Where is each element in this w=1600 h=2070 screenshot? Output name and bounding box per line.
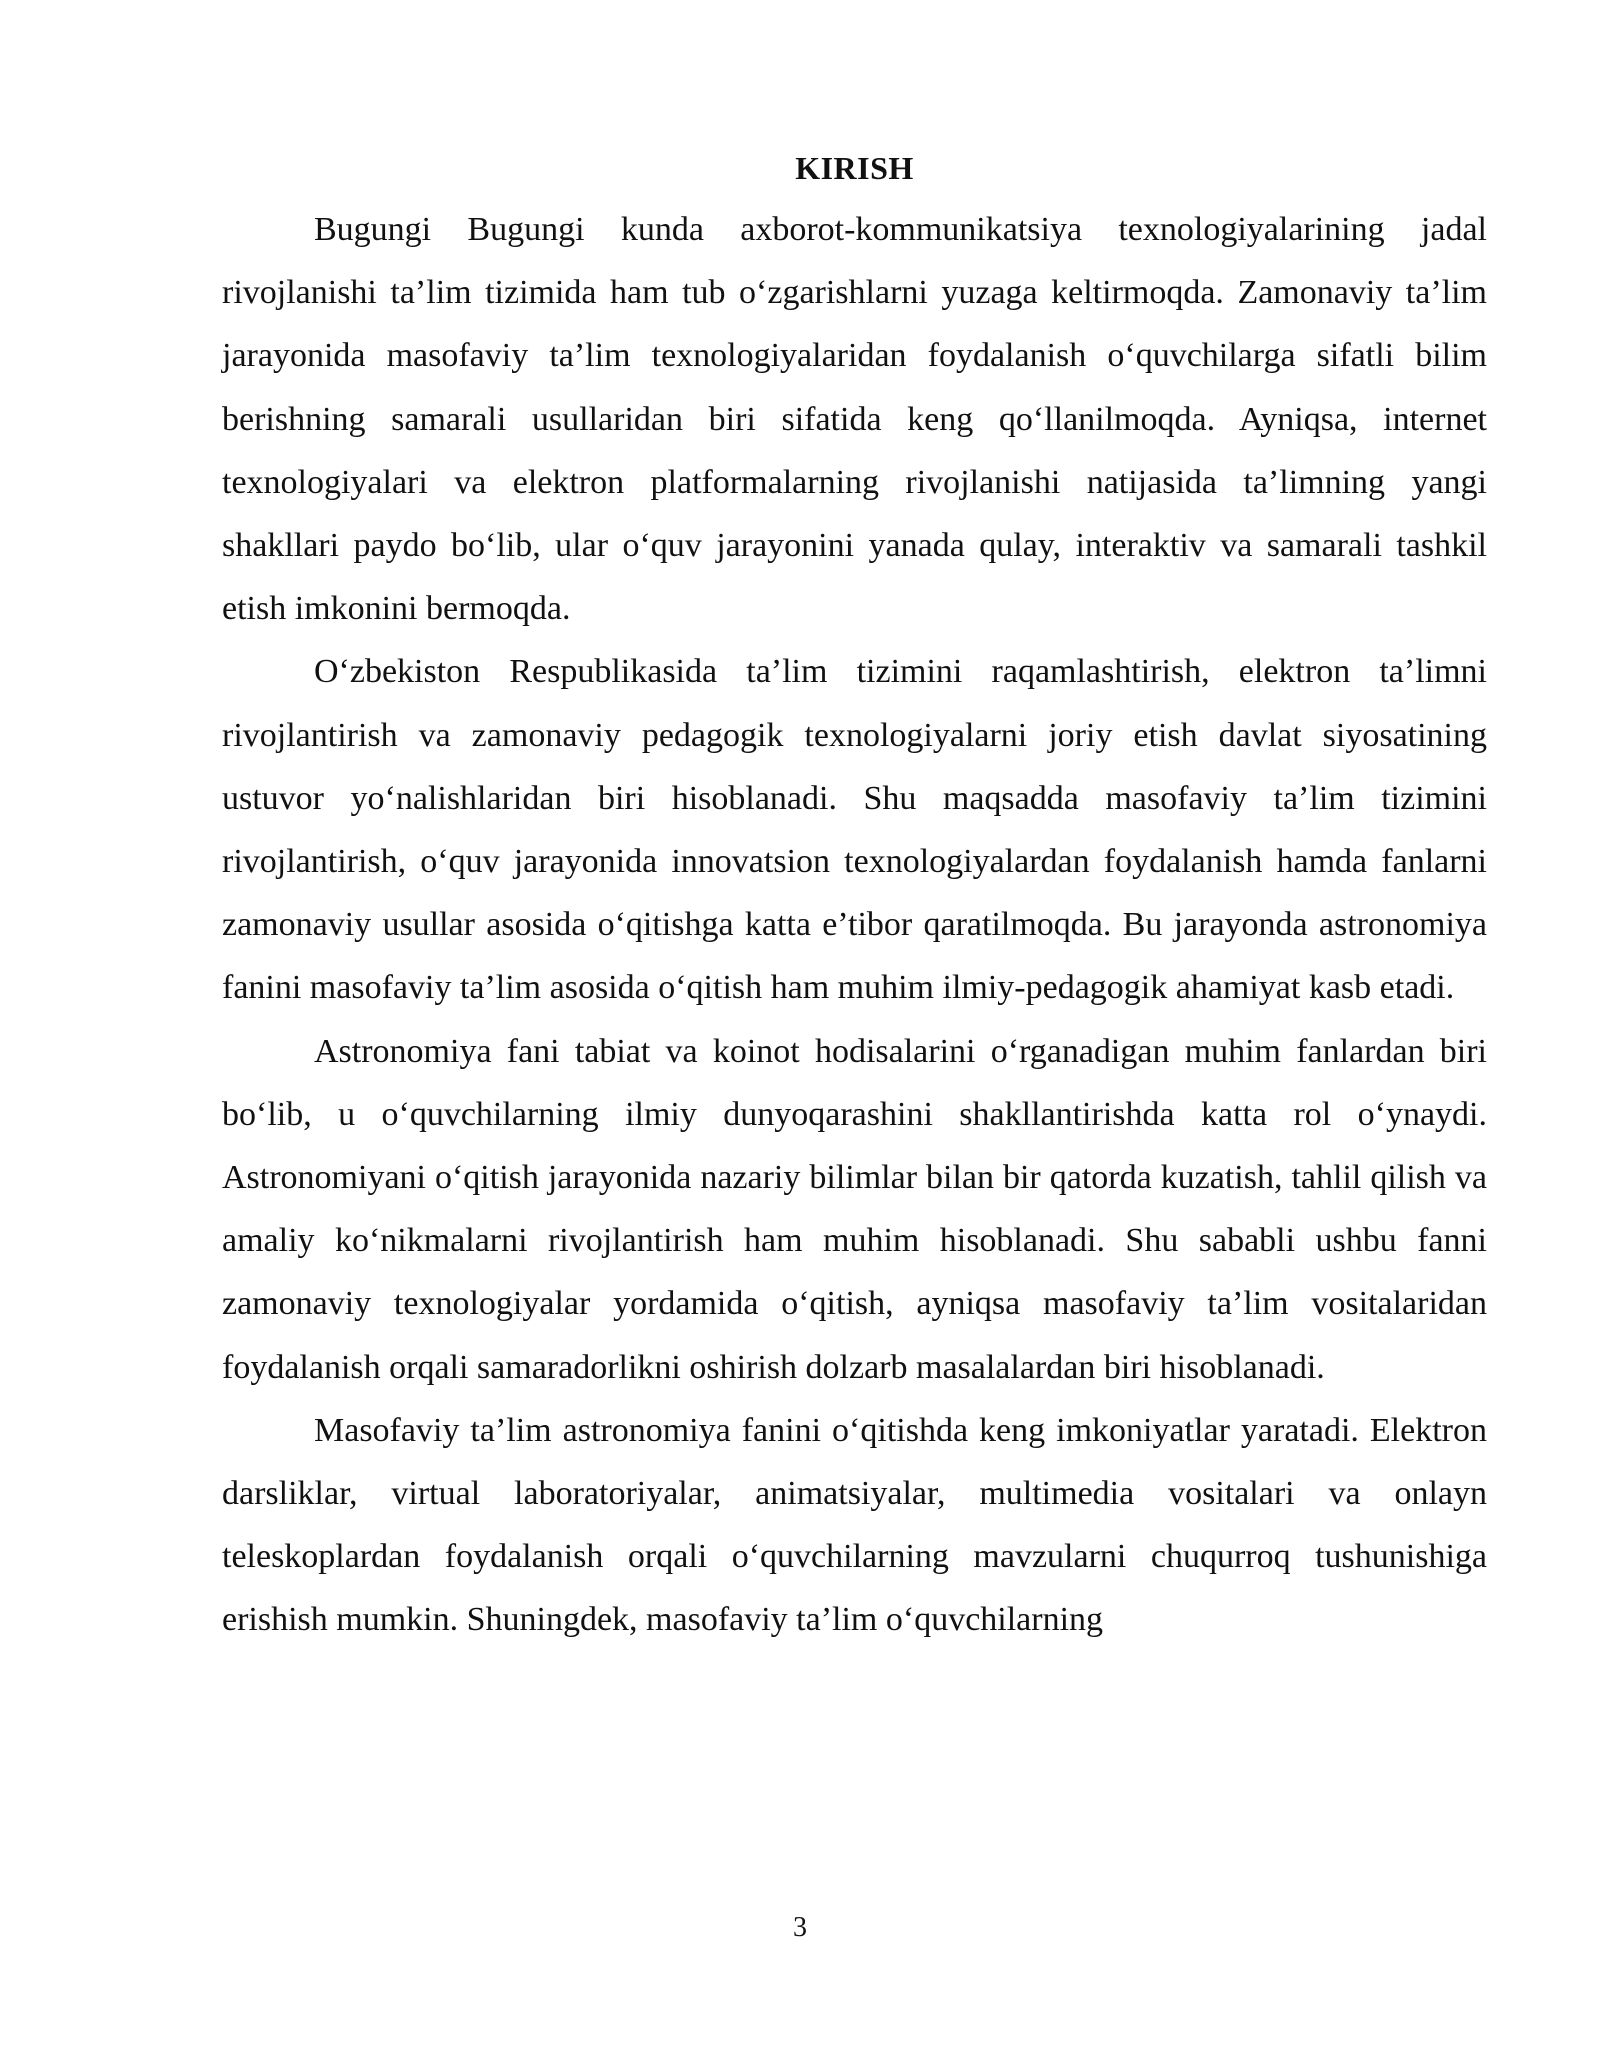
page-content [222, 142, 1487, 1652]
paragraph-4: Masofaviy ta’lim astronomiya fanini o‘qitishda keng imkoniyatlar yaratadi. Elektron darsliklar, virtual laboratoriyalar, animatsiyalar, multimedia vositalari va onlayn teleskoplardan foydalanish orqali o‘quvchilarning mavzularni chuqurroq tushunishiga erishish mumkin. Shuningdek, masofaviy ta’lim o‘quvchilarning [222, 1411, 1487, 1639]
paragraph-2: O‘zbekiston Respublikasida ta’lim tizimini raqamlashtirish, elektron ta’limni rivojlantirish va zamonaviy pedagogik texnologiyalarni joriy etish davlat siyosatining ustuvor yo‘nalishlaridan biri hisoblanadi. Shu maqsadda masofaviy ta’lim tizimini rivojlantirish, o‘quv jarayonida innovatsion texnologiyalardan foydalanish hamda fanlarni zamonaviy usullar asosida o‘qitishga katta e’tibor qaratilmoqda. Bu jarayonda astronomiya fanini masofaviy ta’lim asosida o‘qitish ham muhim ilmiy-pedagogik ahamiyat kasb etadi. [222, 653, 1487, 1007]
page-number: 3 [793, 1912, 807, 1943]
paragraph-3: Astronomiya fani tabiat va koinot hodisalarini o‘rganadigan muhim fanlardan biri bo‘lib, u o‘quvchilarning ilmiy dunyoqarashini shakllantirishda katta rol o‘ynaydi. Astronomiyani o‘qitish jarayonida nazariy bilimlar bilan bir qatorda kuzatish, tahlil qilish va amaliy ko‘nikmalarni rivojlantirish ham muhim hisoblanadi. Shu sababli ushbu fanni zamonaviy texnologiyalar yordamida o‘qitish, ayniqsa masofaviy ta’lim vositalaridan foydalanish orqali samaradorlikni oshirish dolzarb masalalardan biri hisoblanadi. [222, 1032, 1487, 1386]
section-title: KIRISH [795, 150, 914, 186]
paragraph-1: Bugungi Bugungi kunda axborot-kommunikatsiya texnologiyalarining jadal rivojlanishi ta’lim tizimida ham tub o‘zgarishlarni yuzaga keltirmoqda. Zamonaviy ta’lim jarayonida masofaviy ta’lim texnologiyalaridan foydalanish o‘quvchilarga sifatli bilim berishning samarali usullaridan biri sifatida keng qo‘llanilmoqda. Ayniqsa, internet texnologiyalari va elektron platformalarning rivojlanishi natijasida ta’limning yangi shakllari paydo bo‘lib, ular o‘quv jarayonini yanada qulay, interaktiv va samarali tashkil etish imkonini bermoqda. [222, 211, 1487, 628]
